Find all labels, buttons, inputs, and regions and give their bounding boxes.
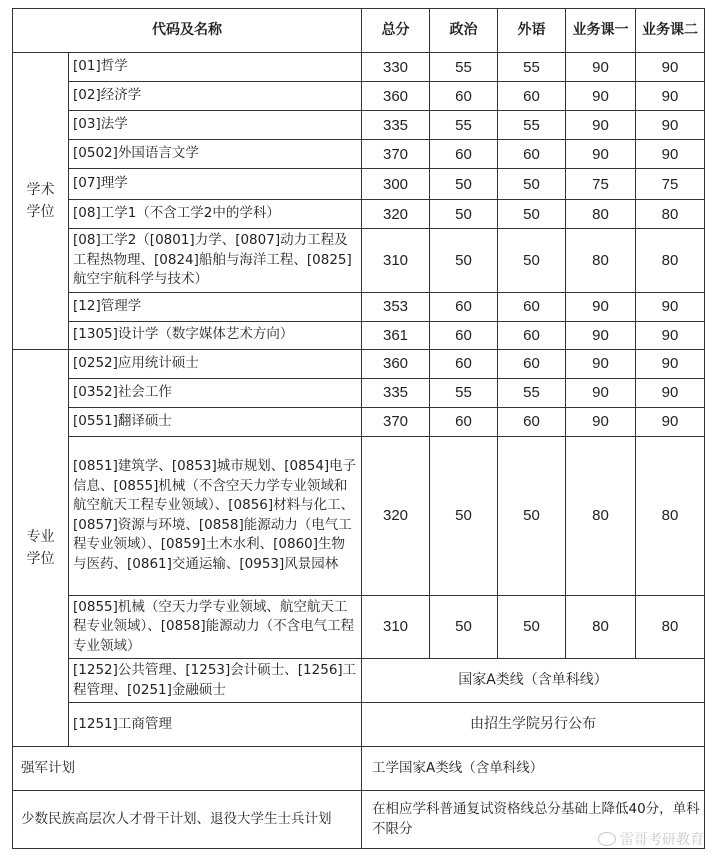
score-politics: 50 [430,229,498,293]
table-row [13,703,705,747]
score-politics: 50 [430,436,498,595]
plan-note: 在相应学科普通复试资格线总分基础上降低40分，单科不限分 [362,791,705,849]
score-total: 360 [362,82,430,111]
table-row [13,292,705,321]
score-total: 353 [362,292,430,321]
score-language: 50 [498,436,566,595]
score-course2: 90 [636,321,705,349]
score-total: 320 [362,200,430,229]
plan-label: 少数民族高层次人才骨干计划、退役大学生士兵计划 [13,791,362,849]
header-language: 外语 [498,9,566,53]
table-row [13,321,705,349]
program-name: [0252]应用统计硕士 [69,349,362,378]
header-course1: 业务课一 [566,9,636,53]
header-course2: 业务课二 [636,9,705,53]
table-row [13,53,705,82]
score-course2: 80 [636,436,705,595]
score-total: 310 [362,229,430,293]
score-politics: 50 [430,200,498,229]
score-language: 60 [498,140,566,169]
score-politics: 55 [430,111,498,140]
group-label-text: 专业学位 [26,528,55,567]
score-language: 60 [498,349,566,378]
score-course2: 80 [636,229,705,293]
table-row [13,169,705,200]
score-course1: 90 [566,321,636,349]
score-course1: 90 [566,378,636,407]
score-course2: 90 [636,111,705,140]
header-politics: 政治 [430,9,498,53]
header-name: 代码及名称 [13,9,362,53]
score-course1: 90 [566,140,636,169]
score-politics: 60 [430,140,498,169]
program-name: [07]理学 [69,169,362,200]
score-politics: 60 [430,349,498,378]
score-course2: 90 [636,407,705,436]
score-politics: 60 [430,407,498,436]
program-name: [08]工学1（不含工学2中的学科） [69,200,362,229]
score-total: 330 [362,53,430,82]
table-row [13,349,705,378]
score-politics: 50 [430,595,498,659]
table-row [13,82,705,111]
score-course2: 90 [636,140,705,169]
program-name: [03]法学 [69,111,362,140]
score-politics: 55 [430,378,498,407]
score-language: 60 [498,292,566,321]
score-course2: 90 [636,292,705,321]
score-politics: 60 [430,321,498,349]
score-total: 370 [362,407,430,436]
score-language: 50 [498,200,566,229]
plan-label: 强军计划 [13,747,362,791]
score-total: 360 [362,349,430,378]
score-politics: 50 [430,169,498,200]
group-label-academic [13,53,69,350]
score-course1: 75 [566,169,636,200]
score-course2: 80 [636,200,705,229]
header-row [13,9,705,53]
group-label-text: 学术学位 [26,181,55,220]
watermark [598,829,704,849]
weibo-icon [598,832,616,846]
score-politics: 60 [430,82,498,111]
table-row [13,229,705,293]
table-row [13,407,705,436]
program-name: [1305]设计学（数字媒体艺术方向） [69,321,362,349]
score-total: 310 [362,595,430,659]
program-name: [02]经济学 [69,82,362,111]
score-language: 50 [498,229,566,293]
score-course1: 80 [566,200,636,229]
score-course2: 75 [636,169,705,200]
score-total: 335 [362,378,430,407]
program-name: [0551]翻译硕士 [69,407,362,436]
score-total: 370 [362,140,430,169]
score-table [12,8,705,849]
table-row [13,595,705,659]
plan-note: 工学国家A类线（含单科线） [362,747,705,791]
score-total: 361 [362,321,430,349]
program-name: [0502]外国语言文学 [69,140,362,169]
program-name: [08]工学2（[0801]力学、[0807]动力工程及工程热物理、[0824]船舶与海洋工程、[0825]航空宇航科学与技术） [69,229,362,293]
score-course1: 90 [566,82,636,111]
score-language: 50 [498,595,566,659]
score-language: 55 [498,378,566,407]
score-course1: 90 [566,292,636,321]
score-politics: 55 [430,53,498,82]
merged-score-note: 国家A类线（含单科线） [362,659,705,703]
program-name: [01]哲学 [69,53,362,82]
program-name: [0851]建筑学、[0853]城市规划、[0854]电子信息、[0855]机械（不含空天力学专业领域和航空航天工程专业领域）、[0856]材料与化工、[0857]资源与环境、[0858]能源动力（电气工程专业领域）、[0859]土木水利、[0860]生物与医药、[0861]交通运输、[0953]风景园林 [69,436,362,595]
score-language: 55 [498,111,566,140]
score-course2: 90 [636,82,705,111]
score-total: 320 [362,436,430,595]
merged-score-note: 由招生学院另行公布 [362,703,705,747]
score-course2: 80 [636,595,705,659]
program-name: [1252]公共管理、[1253]会计硕士、[1256]工程管理、[0251]金融硕士 [69,659,362,703]
score-course2: 90 [636,378,705,407]
score-total: 335 [362,111,430,140]
score-language: 55 [498,53,566,82]
program-name: [12]管理学 [69,292,362,321]
score-politics: 60 [430,292,498,321]
score-course1: 90 [566,111,636,140]
table-row [13,659,705,703]
score-course1: 90 [566,53,636,82]
table-row [13,140,705,169]
score-language: 60 [498,321,566,349]
header-total: 总分 [362,9,430,53]
score-course2: 90 [636,349,705,378]
group-label-professional [13,349,69,747]
score-course1: 80 [566,229,636,293]
score-course1: 90 [566,407,636,436]
score-course2: 90 [636,53,705,82]
score-course1: 90 [566,349,636,378]
table-row [13,378,705,407]
footer-row [13,747,705,791]
table-row [13,436,705,595]
score-language: 60 [498,407,566,436]
score-course1: 80 [566,595,636,659]
program-name: [1251]工商管理 [69,703,362,747]
score-language: 50 [498,169,566,200]
watermark-text: 雷哥考研教育 [620,832,704,848]
program-name: [0855]机械（空天力学专业领域、航空航天工程专业领域）、[0858]能源动力（不含电气工程专业领域） [69,595,362,659]
score-language: 60 [498,82,566,111]
table-row [13,111,705,140]
score-course1: 80 [566,436,636,595]
score-total: 300 [362,169,430,200]
program-name: [0352]社会工作 [69,378,362,407]
table-row [13,200,705,229]
